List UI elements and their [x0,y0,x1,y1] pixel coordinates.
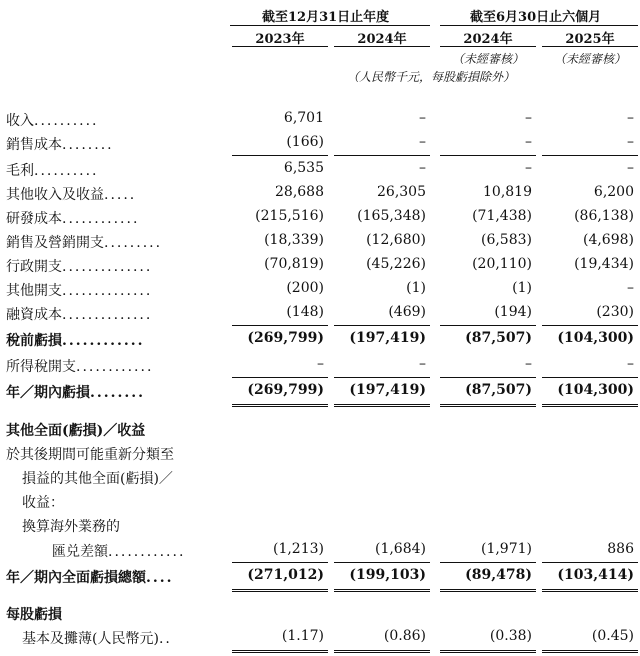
underline [542,155,638,156]
units-note: （人民幣千元，每股虧損除外） [346,70,515,84]
row-label [6,160,99,180]
double-underline [542,589,638,592]
row-label [6,110,99,130]
table-row [0,232,640,256]
cell-2024-6m: (6,583) [480,232,532,248]
oci-line-1: 於其後期間可能重新分類至 [6,447,174,463]
year-2025-6m: 2025年 [565,32,615,47]
cell-2024-fy: – [419,110,426,126]
cell-2023: (148) [286,304,324,320]
header-rule-fy [230,25,430,26]
row-label [6,567,174,587]
cell-2024-6m: (0.38) [489,628,532,644]
header-rule-6m [440,25,638,26]
cell-2023: 28,688 [275,184,324,200]
cell-2024-6m: – [525,110,532,126]
table-row [0,382,640,406]
row-label-text: 其他收入及收益 [6,187,104,203]
row-label-text: 行政開支 [6,259,62,275]
leader-dots: ............ [62,211,140,227]
double-underline [334,589,430,592]
eps-row [0,628,640,652]
cell-2024-fy: – [419,356,426,372]
table-row [0,280,640,304]
cell-2024-6m: – [525,160,532,176]
oci-line-2: 損益的其他全面(虧損)／ [22,471,173,487]
cell-2024-6m: (194) [494,304,532,320]
leader-dots: ......... [104,235,163,251]
year-2024-fy: 2024年 [357,32,407,47]
double-underline [440,650,536,653]
row-label-text: 所得稅開支 [6,359,76,375]
cell-2025-6m: (0.45) [591,628,634,644]
unaudited-note-1: （未經審核） [451,52,524,66]
row-label [22,628,172,648]
table-row [0,184,640,208]
row-label-text: 銷售成本 [6,137,62,153]
cell-2024-6m: – [525,134,532,150]
cell-2024-6m: (1) [512,280,532,296]
double-underline [542,650,638,653]
cell-2023: (200) [286,280,324,296]
double-underline [440,404,536,407]
cell-2024-fy: (1,684) [374,541,426,557]
cell-2023: 6,701 [283,110,324,126]
eps-heading: 每股虧損 [6,607,62,623]
oci-line-3: 收益： [22,495,64,511]
underline [542,562,638,563]
table-row [0,330,640,354]
cell-2025-6m: – [627,356,634,372]
cell-2025-6m: – [627,110,634,126]
cell-2024-6m: (71,438) [472,208,532,224]
leader-dots: ..... [104,187,137,203]
total-comprehensive-loss-row [0,567,640,591]
row-label [6,208,139,228]
row-label [6,134,114,154]
leader-dots: ............ [62,333,145,349]
underline [232,325,328,326]
double-underline [232,650,328,653]
cell-2023: (1,213) [272,541,324,557]
cell-2024-6m: – [525,356,532,372]
cell-2024-6m: 10,819 [483,184,532,200]
row-label [6,280,152,300]
cell-2024-fy: (45,226) [366,256,426,272]
year-rule-1 [232,46,328,47]
underline [334,377,430,378]
underline [334,325,430,326]
underline [542,325,638,326]
year-rule-4 [542,46,638,47]
cell-2024-fy: (199,103) [349,567,426,583]
leader-dots: ........ [90,385,145,401]
row-label-text: 年／期內虧損 [6,385,90,401]
cell-2024-fy: (165,348) [357,208,426,224]
underline [334,155,430,156]
row-label [6,382,145,402]
cell-2025-6m: 886 [607,541,634,557]
double-underline [232,404,328,407]
double-underline [334,404,430,407]
cell-2023: – [317,356,324,372]
row-label-text: 年／期內全面虧損總額 [6,570,146,586]
cell-2025-6m: (19,434) [574,256,634,272]
year-rule-3 [440,46,536,47]
underline [440,562,536,563]
cell-2025-6m: (86,138) [574,208,634,224]
row-label [6,356,153,376]
cell-2023: 6,535 [283,160,324,176]
cell-2024-6m: (20,110) [472,256,532,272]
row-label [6,256,152,276]
row-label [6,330,145,350]
cell-2024-fy: (12,680) [366,232,426,248]
underline [542,377,638,378]
leader-dots: .............. [62,259,153,275]
row-label [6,304,152,324]
row-label-text: 稅前虧損 [6,333,62,349]
oci-line-4: 換算海外業務的 [22,519,120,535]
unaudited-note-2: （未經審核） [553,52,626,66]
row-label [6,232,162,252]
underline [232,562,328,563]
underline [232,155,328,156]
row-label [52,541,185,561]
cell-2024-fy: 26,305 [377,184,426,200]
cell-2025-6m: – [627,134,634,150]
cell-2024-6m: (89,478) [465,567,532,583]
underline [440,155,536,156]
underline [334,562,430,563]
cell-2025-6m: – [627,280,634,296]
cell-2024-6m: (87,507) [465,330,532,346]
oci-heading: 其他全面(虧損)／收益 [6,423,146,439]
year-2023: 2023年 [255,32,305,47]
row-label-text: 銷售及營銷開支 [6,235,104,251]
cell-2023: (70,819) [264,256,324,272]
cell-2023: (271,012) [247,567,324,583]
double-underline [232,589,328,592]
cell-2025-6m: (230) [596,304,634,320]
row-label-text: 基本及攤薄(人民幣元) [22,631,159,647]
cell-2025-6m: 6,200 [593,184,634,200]
year-2024-6m: 2024年 [463,32,513,47]
leader-dots: .......... [34,163,99,179]
cell-2023: (1.17) [281,628,324,644]
double-underline [542,404,638,407]
cell-2024-fy: – [419,160,426,176]
cell-2024-fy: – [419,134,426,150]
cell-2023: (18,339) [264,232,324,248]
leader-dots: .............. [62,307,153,323]
table-row [0,110,640,134]
cell-2024-fy: (469) [388,304,426,320]
cell-2025-6m: (103,414) [557,567,634,583]
cell-2024-fy: (197,419) [349,330,426,346]
table-row [0,256,640,280]
row-label-text: 其他開支 [6,283,62,299]
row-label-text: 研發成本 [6,211,62,227]
leader-dots: ............ [108,544,186,560]
cell-2025-6m: (104,300) [557,382,634,398]
underline [232,377,328,378]
double-underline [334,650,430,653]
leader-dots: .......... [34,113,99,129]
cell-2025-6m: (4,698) [582,232,634,248]
table-row [0,160,640,184]
cell-2023: (166) [286,134,324,150]
cell-2024-6m: (87,507) [465,382,532,398]
underline [440,377,536,378]
leader-dots: .. [158,631,172,647]
row-label [6,184,136,204]
cell-2024-fy: (0.86) [383,628,426,644]
row-label-text: 收入 [6,113,34,129]
cell-2024-fy: (197,419) [349,382,426,398]
cell-2024-fy: (1) [406,280,426,296]
leader-dots: ............ [76,359,154,375]
year-rule-2 [334,46,430,47]
header-period-fy: 截至12月31日止年度 [262,10,390,25]
row-label-text: 毛利 [6,163,34,179]
leader-dots: .... [146,570,174,586]
leader-dots: .............. [62,283,153,299]
underline [440,325,536,326]
row-label-text: 匯兑差額 [52,544,108,560]
header-period-6m: 截至6月30日止六個月 [470,10,602,25]
cell-2023: (215,516) [255,208,324,224]
cell-2025-6m: (104,300) [557,330,634,346]
double-underline [440,589,536,592]
row-label-text: 融資成本 [6,307,62,323]
cell-2023: (269,799) [247,330,324,346]
cell-2023: (269,799) [247,382,324,398]
leader-dots: ........ [62,137,114,153]
cell-2025-6m: – [627,160,634,176]
cell-2024-6m: (1,971) [480,541,532,557]
table-row [0,208,640,232]
